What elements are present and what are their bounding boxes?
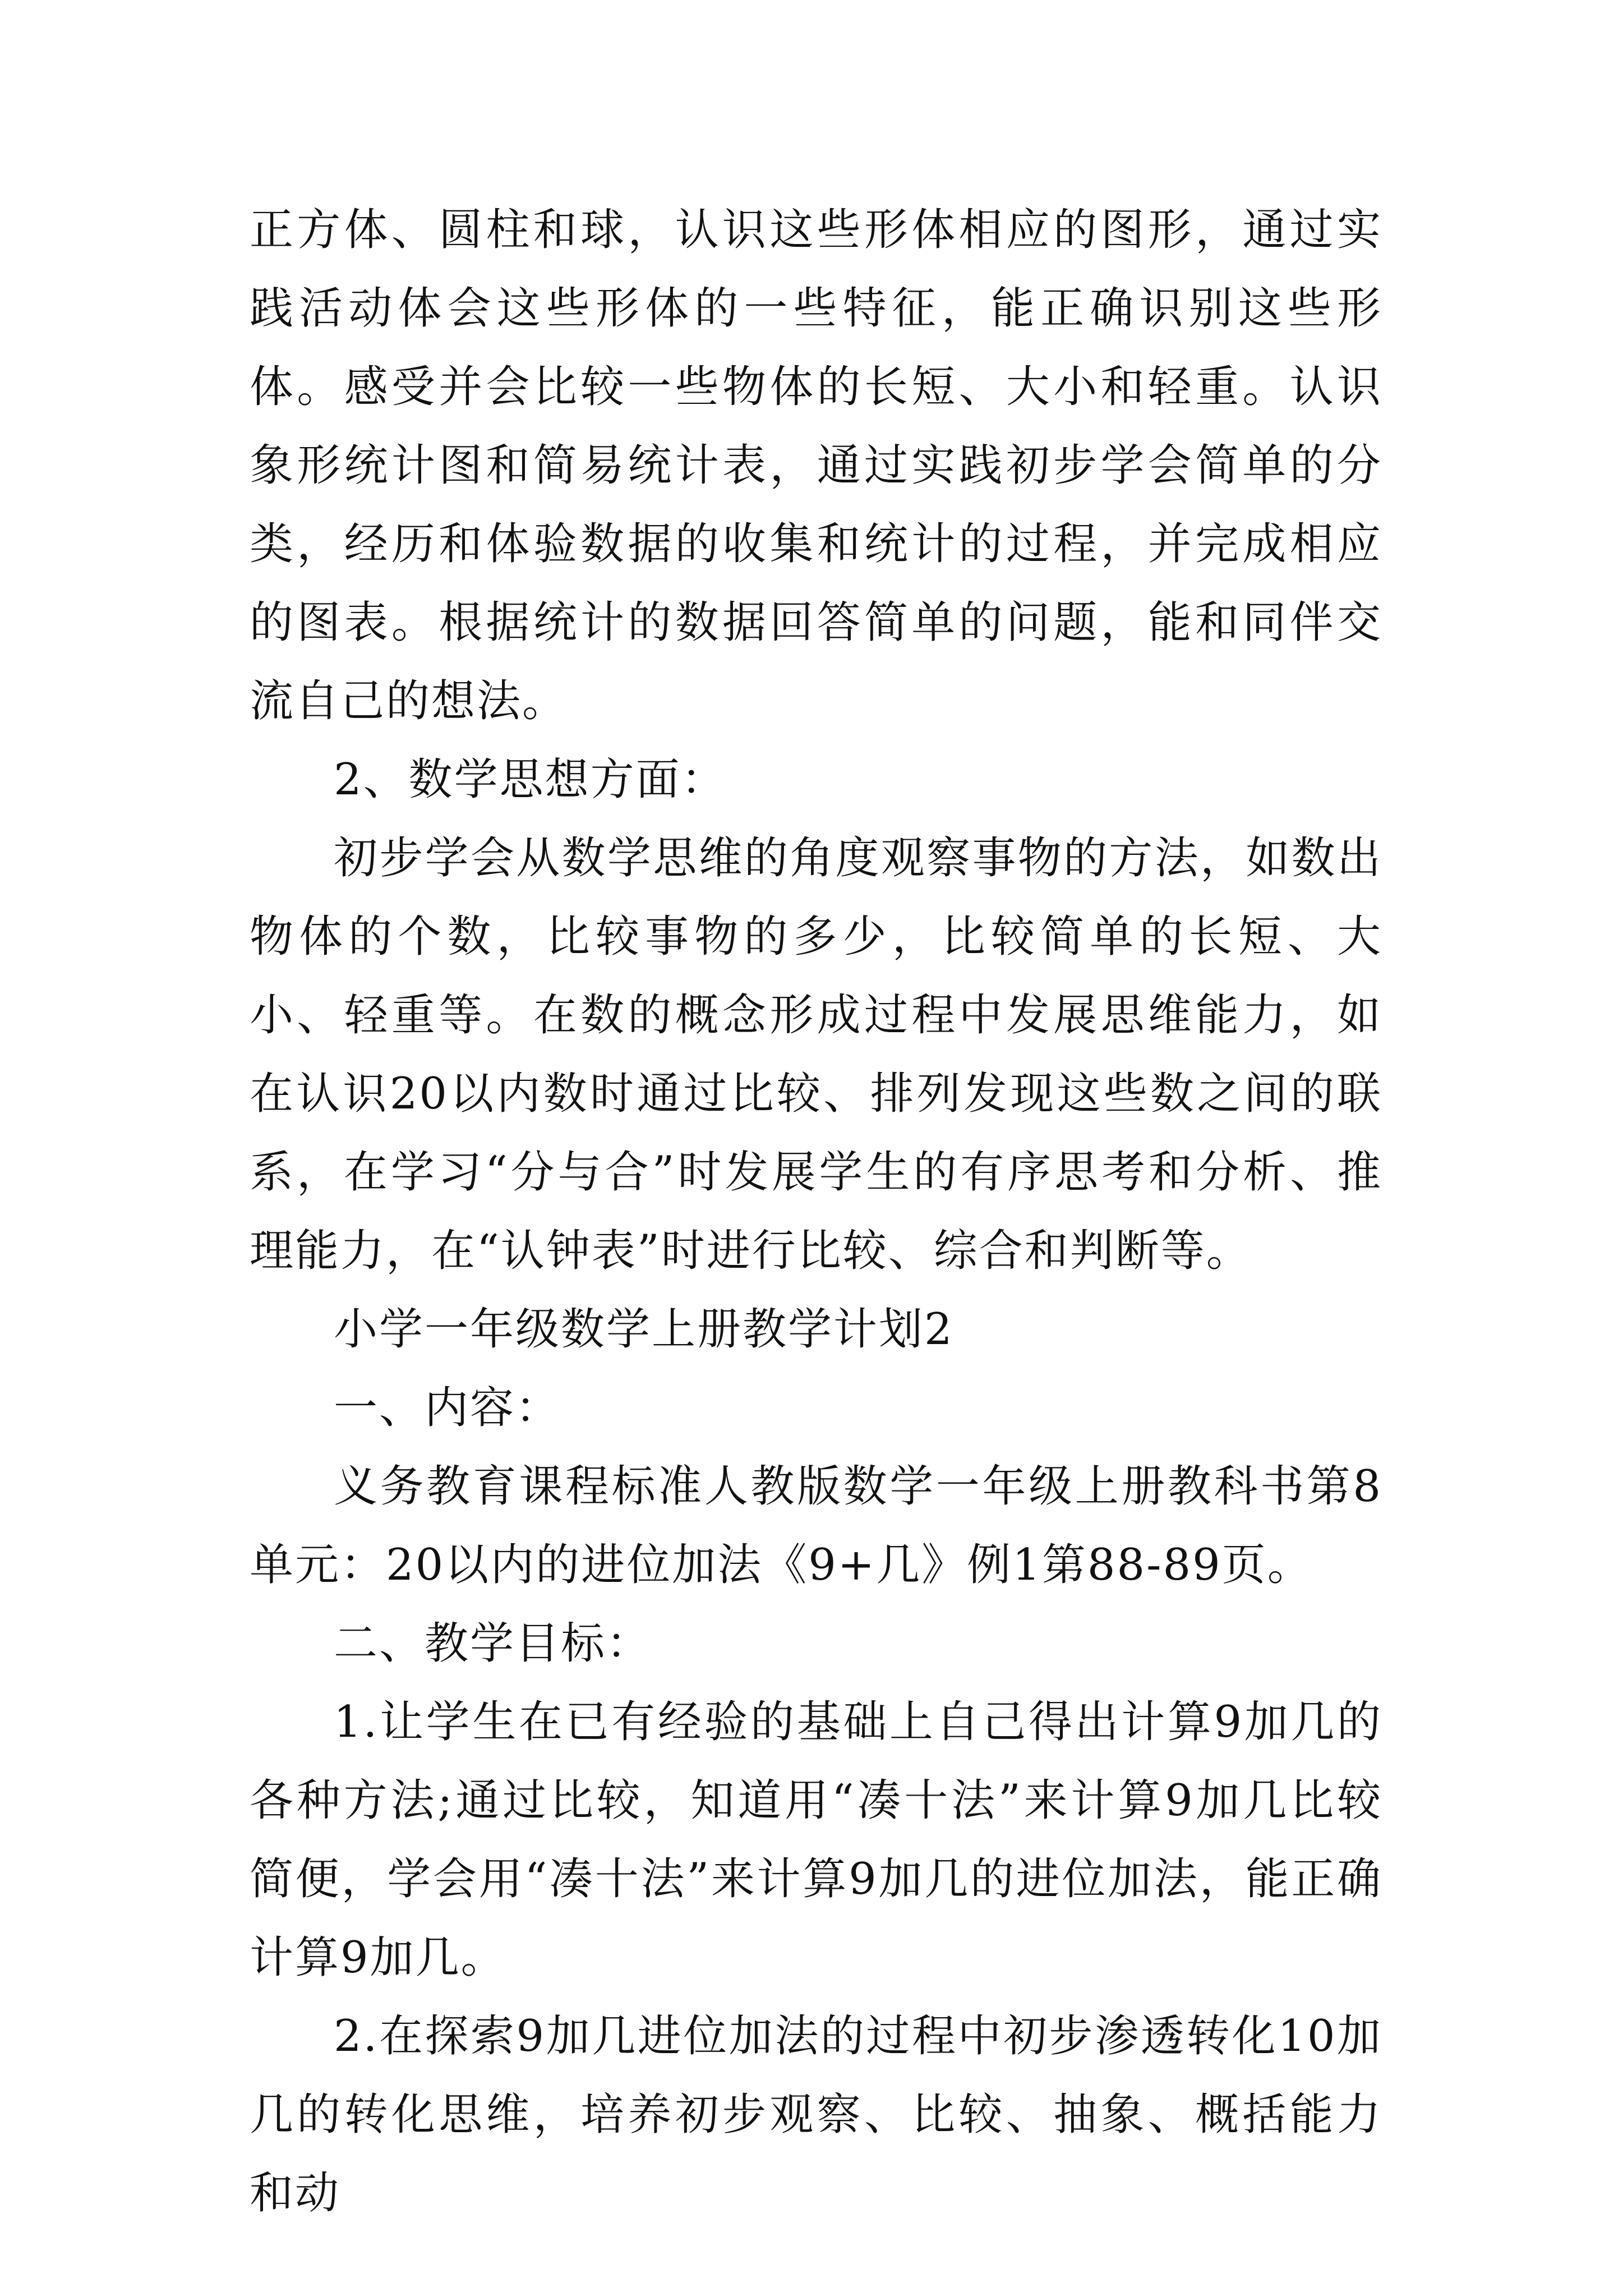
- goal-item-1: 1.让学生在已有经验的基础上自己得出计算9加几的各种方法;通过比较，知道用“凑十法”来计算9加几比较简便，学会用“凑十法”来计算9加几的进位加法，能正确计算9加几。: [250, 1697, 1382, 1983]
- goal-item-2: 2.在探索9加几进位加法的过程中初步渗透转化10加几的转化思维，培养初步观察、比较、抽象、概括能力和动: [250, 2011, 1382, 2219]
- heading-content: 一、内容：: [334, 1383, 561, 1433]
- paragraph-math-thinking: 初步学会从数学思维的角度观察事物的方法，如数出物体的个数，比较事物的多少，比较简单的长短、大小、轻重等。在数的概念形成过程中发展思维能力，如在认识20以内数时通过比较、排列发现这些数之间的联系，在学习“分与合”时发展学生的有序思考和分析、推理能力，在“认钟表”时进行比较、综合和判断等。: [250, 833, 1382, 1276]
- heading-teaching-goals: 二、教学目标：: [334, 1618, 652, 1669]
- paragraph-shapes-statistics: 正方体、圆柱和球，认识这些形体相应的图形，通过实践活动体会这些形体的一些特征，能正确识别这些形体。感受并会比较一些物体的长短、大小和轻重。认识象形统计图和简易统计表，通过实践初步学会简单的分类，经历和体验数据的收集和统计的过程，并完成相应的图表。根据统计的数据回答简单的问题，能和同伴交流自己的想法。: [250, 205, 1382, 726]
- section-title-plan-2: 小学一年级数学上册教学计划2: [334, 1304, 954, 1355]
- document-body: [250, 191, 1382, 2233]
- paragraph-content: 义务教育课程标准人教版数学一年级上册教科书第8单元：20以内的进位加法《9+几》例1第88-89页。: [250, 1461, 1382, 1590]
- heading-math-thinking: 2、数学思想方面：: [334, 754, 727, 805]
